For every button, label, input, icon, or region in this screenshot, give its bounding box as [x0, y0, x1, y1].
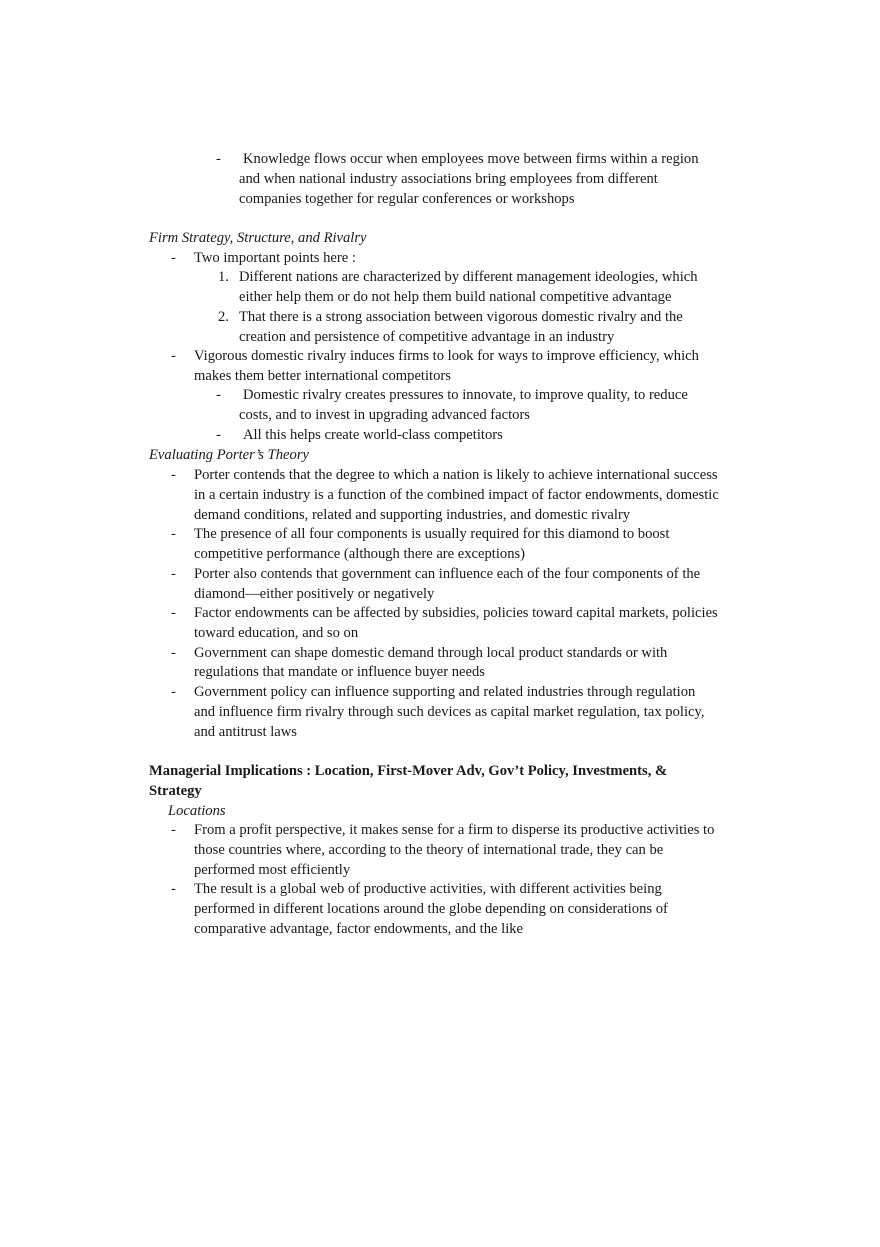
heading-line: Strategy — [149, 783, 202, 799]
subheading-locations: Locations — [168, 803, 226, 819]
text-line: comparative advantage, factor endowments, and the like — [194, 921, 524, 937]
text-line: performed most efficiently — [194, 862, 351, 878]
text-line: Two important points here : — [194, 250, 356, 266]
number-marker: 2. — [218, 309, 229, 325]
text-line: in a certain industry is a function of the combined impact of factor endowments, domestic — [194, 487, 719, 503]
text-line: Government policy can influence supporting and related industries through regulation — [194, 684, 696, 700]
text-line: From a profit perspective, it makes sense for a firm to disperse its productive activities to — [194, 822, 715, 838]
dash-marker: - — [171, 250, 176, 266]
text-line: and when national industry associations bring employees from different — [239, 171, 658, 187]
text-line: performed in different locations around the globe depending on considerations of — [194, 901, 668, 917]
text-line: demand conditions, related and supporting industries, and domestic rivalry — [194, 507, 631, 523]
text-line: creation and persistence of competitive advantage in an industry — [239, 329, 615, 345]
text-line: and influence firm rivalry through such devices as capital market regulation, tax policy, — [194, 704, 705, 720]
text-line: Porter also contends that government can influence each of the four components of the — [194, 566, 701, 582]
section-heading-firm-strategy: Firm Strategy, Structure, and Rivalry — [149, 230, 367, 246]
dash-marker: - — [171, 467, 176, 483]
dash-marker: - — [171, 526, 176, 542]
dash-marker: - — [216, 427, 221, 443]
dash-marker: - — [171, 684, 176, 700]
text-line: competitive performance (although there are exceptions) — [194, 546, 526, 562]
text-line: costs, and to invest in upgrading advanced factors — [239, 407, 530, 423]
dash-marker: - — [171, 645, 176, 661]
text-line: That there is a strong association between vigorous domestic rivalry and the — [239, 309, 683, 325]
number-marker: 1. — [218, 269, 229, 285]
text-line: Different nations are characterized by different management ideologies, which — [239, 269, 698, 285]
text-line: diamond—either positively or negatively — [194, 586, 435, 602]
dash-marker: - — [171, 881, 176, 897]
text-line: toward education, and so on — [194, 625, 359, 641]
section-heading-evaluating-porter: Evaluating Porter’s Theory — [149, 447, 309, 463]
text-line: makes them better international competitors — [194, 368, 451, 384]
text-line: The result is a global web of productive activities, with different activities being — [194, 881, 662, 897]
text-line: Domestic rivalry creates pressures to innovate, to improve quality, to reduce — [243, 387, 688, 403]
text-line: those countries where, according to the theory of international trade, they can be — [194, 842, 664, 858]
text-line: either help them or do not help them build national competitive advantage — [239, 289, 672, 305]
text-line: regulations that mandate or influence buyer needs — [194, 664, 485, 680]
text-line: Factor endowments can be affected by subsidies, policies toward capital markets, policies — [194, 605, 718, 621]
dash-marker: - — [216, 387, 221, 403]
text-line: All this helps create world-class competitors — [243, 427, 503, 443]
text-line: Government can shape domestic demand through local product standards or with — [194, 645, 668, 661]
text-line: Porter contends that the degree to which a nation is likely to achieve international success — [194, 467, 718, 483]
heading-line: Managerial Implications : Location, First-Mover Adv, Gov’t Policy, Investments, & — [149, 763, 668, 779]
text-line: The presence of all four components is usually required for this diamond to boost — [194, 526, 670, 542]
dash-marker: - — [171, 822, 176, 838]
text-line: Vigorous domestic rivalry induces firms to look for ways to improve efficiency, which — [194, 348, 699, 364]
text-line: and antitrust laws — [194, 724, 297, 740]
text-line: companies together for regular conferences or workshops — [239, 191, 575, 207]
dash-marker: - — [216, 151, 221, 167]
dash-marker: - — [171, 348, 176, 364]
text-line: Knowledge flows occur when employees move between firms within a region — [243, 151, 699, 167]
dash-marker: - — [171, 605, 176, 621]
dash-marker: - — [171, 566, 176, 582]
